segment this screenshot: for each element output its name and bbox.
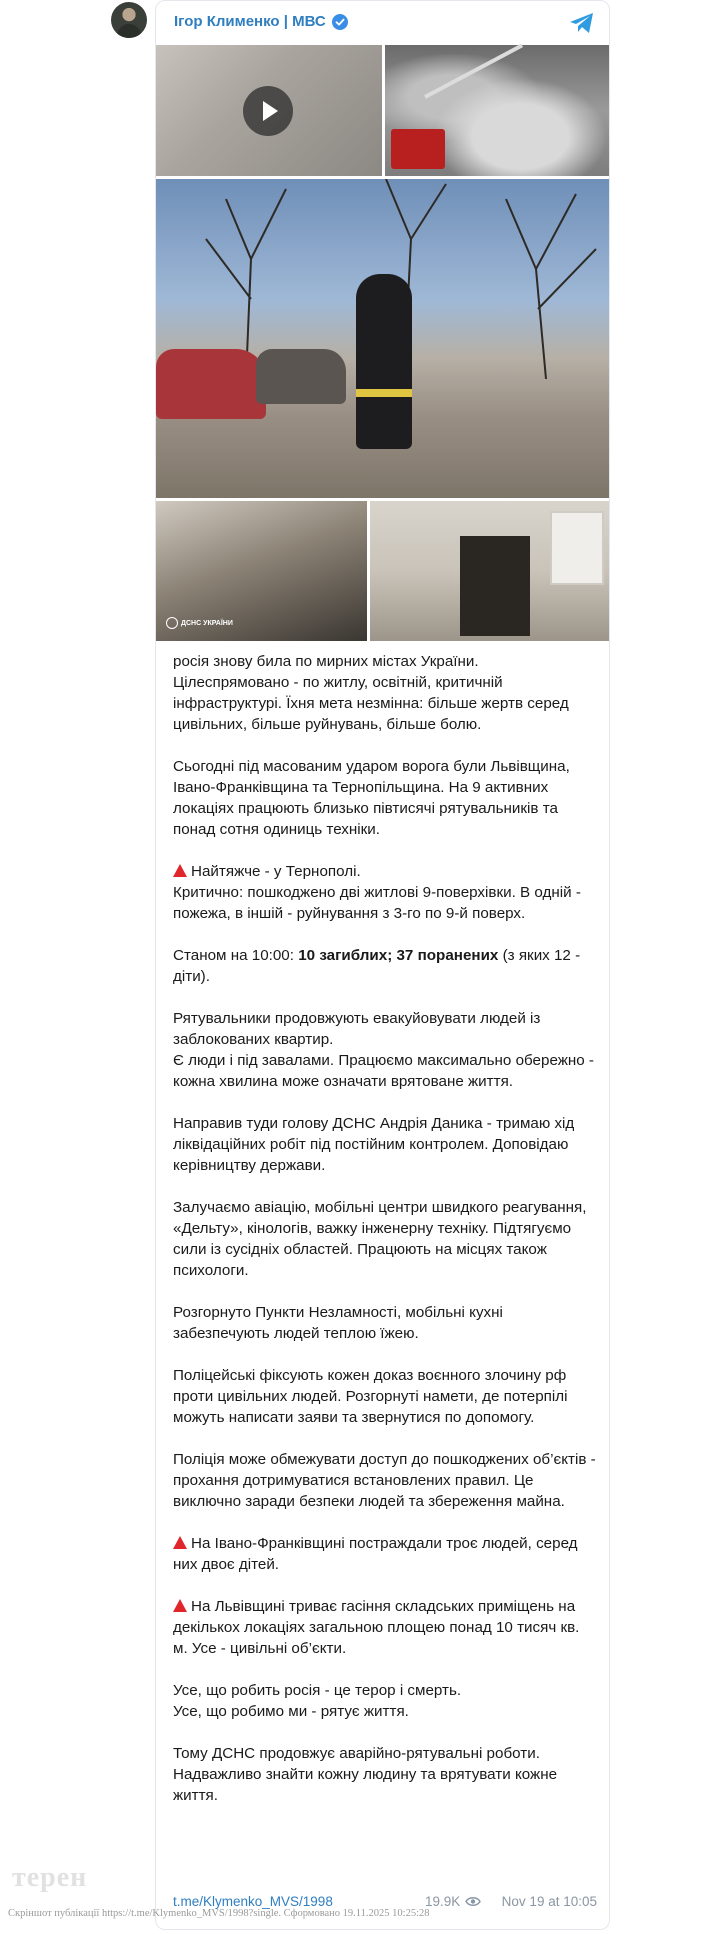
rescuer-shape [356,274,412,449]
post-card [155,0,610,1930]
doorway-shape [460,536,530,636]
reflective-stripe-shape [356,389,412,397]
dsns-watermark [166,617,233,629]
photo-rescuers-at-door[interactable] [370,501,610,641]
post-paragraph: Залучаємо авіацію, мобільні центри швидкого реагування, «Дельту», кінологів, важку інженерну техніку. Підтягуємо сили із сусідніх областей. Працюють на місцях також психологи. [173,1199,587,1279]
window-shape [550,511,604,585]
red-triangle-icon [173,1599,187,1612]
red-triangle-icon [173,1536,187,1549]
red-triangle-icon [173,864,187,877]
casualty-count: 10 загиблих; 37 поранених [298,947,499,964]
fire-ladder-shape [424,44,523,99]
screenshot-caption: Скріншот публікації https://t.me/Klymenko_MVS/1998?single. Сформовано 19.11.2025 10:25:28 [8,1908,430,1919]
post-paragraph: Тому ДСНС продовжує аварійно-рятувальні роботи. Надважливо знайти кожну людину та врятувати кожне життя. [173,1745,558,1804]
fire-truck-shape [391,129,445,169]
post-paragraph: Поліцейські фіксують кожен доказ воєнного злочину рф проти цивільних людей. Розгорнуті намети, де потерпілі можуть написати заяви та звернутися по допомогу. [173,1367,568,1426]
verified-badge-icon [332,14,348,30]
post-paragraph: На Івано-Франківщині постраждали троє людей, серед них двоє дітей. [173,1535,578,1573]
post-paragraph: росія знову била по мирних містах України. Цілеспрямовано - по житлу, освітній, критичній інфраструктурі. Їхня мета незмінна: більше жертв серед цивільних, більше руйнувань, більше болю. [173,653,569,733]
author-name-link[interactable] [174,13,348,30]
author-avatar[interactable] [111,2,147,38]
author-name: Ігор Клименко | МВС [174,13,326,30]
post-paragraph: Усе, що робить росія - це терор і смерть. Усе, що робимо ми - рятує життя. [173,1682,462,1720]
post-paragraph: Рятувальники продовжують евакуйовувати людей із заблокованих квартир. Є люди і під завалами. Працюємо максимально обережно - кожна хвилина може означати врятоване життя. [173,1010,594,1090]
photo-burning-building[interactable] [385,45,610,176]
post-paragraph: Направив туди голову ДСНС Андрія Даника - тримаю хід ліквідаційних робіт під постійним контролем. Доповідаю керівництву держави. [173,1115,575,1174]
telegram-icon[interactable] [569,11,595,35]
post-paragraph: Розгорнуто Пункти Незламності, мобільні кухні забезпечують людей теплою їжею. [173,1304,503,1342]
post-paragraph: Поліція може обмежувати доступ до пошкоджених об’єктів - прохання дотримуватися встановлених правил. Це виключно заради безпеки людей та збереження майна. [173,1451,596,1510]
video-thumbnail[interactable] [156,45,382,176]
post-paragraph: Станом на 10:00: 10 загиблих; 37 поранених (з яких 12 - діти). [173,947,581,985]
brand-watermark: терен [12,1862,88,1893]
post-paragraph: Найтяжче - у Тернополі. Критично: пошкоджено дві житлові 9-поверхівки. В одній - пожежа, в іншій - руйнування з 3-го по 9-й поверх. [173,863,581,922]
play-icon[interactable] [243,86,293,136]
photo-rescuer-carrying-person[interactable] [156,179,610,498]
photo-rescuer-with-woman[interactable] [156,501,367,641]
view-count [425,1894,481,1909]
red-car-shape [156,349,266,419]
eye-icon [465,1896,481,1907]
view-count-value: 19.9K [425,1894,461,1909]
grey-car-shape [256,349,346,404]
dsns-emblem-icon [166,617,178,629]
post-header [156,1,609,45]
post-paragraph: На Львівщині триває гасіння складських приміщень на декількох локаціях загальною площею понад 10 тисяч кв. м. Усе - цивільні об’єкти. [173,1598,580,1657]
post-text [173,651,597,1827]
post-paragraph: Сьогодні під масованим ударом ворога були Львівщина, Івано-Франківщина та Тернопільщина. На 9 активних локаціях працюють близько півтисячі рятувальників та понад сотня одиниць техніки. [173,758,570,838]
post-timestamp[interactable]: Nov 19 at 10:05 [501,1894,597,1909]
dsns-watermark-text: ДСНС УКРАЇНИ [181,619,233,627]
post-link[interactable]: t.me/Klymenko_MVS/1998 [173,1894,333,1909]
